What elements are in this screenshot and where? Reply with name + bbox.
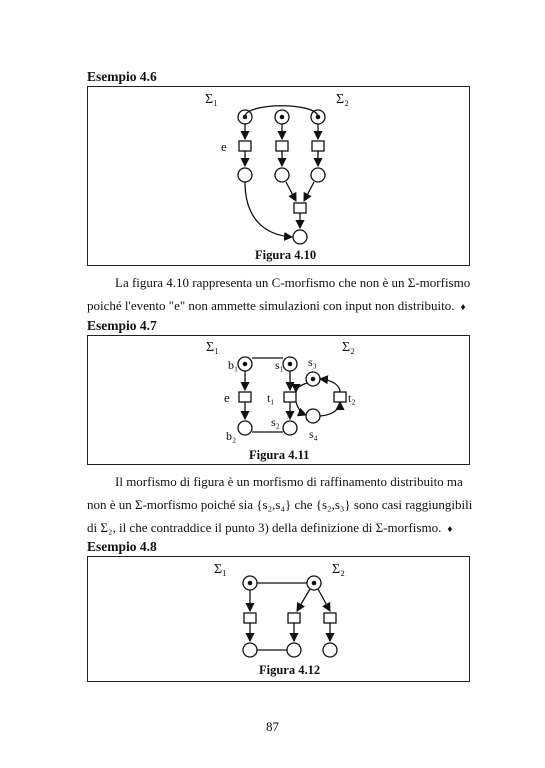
- b1-label: b₁: [228, 358, 239, 372]
- figure-4-10-frame: [87, 86, 470, 266]
- figure-4-10-diagram: [88, 87, 471, 267]
- place-m3: [323, 643, 337, 657]
- transition-join: [294, 203, 306, 213]
- example-heading-4-8: Esempio 4.8: [87, 539, 157, 554]
- transition-t2: [334, 392, 346, 402]
- figure-caption-4-10: Figura 4.10: [255, 248, 317, 262]
- transition-t3: [324, 613, 336, 623]
- paragraph-1-line-1: La figura 4.10 rappresenta un C-morfismo che non è un Σ-morfismo: [115, 275, 471, 290]
- paragraph-2-line-2: non è un Σ-morfismo poiché sia {s₂,s₄} che {s₂,s₃} sono casi raggiungibili: [87, 497, 473, 512]
- event-e-label: e: [221, 139, 227, 154]
- figure-4-12-frame: [87, 556, 470, 682]
- place-s2: [283, 421, 297, 435]
- sigma2-label: Σ₂: [342, 340, 356, 355]
- sigma1-label: Σ₁: [205, 92, 219, 107]
- end-of-example-mark: ♦: [447, 524, 453, 535]
- place-s4: [306, 409, 320, 423]
- place-m1: [238, 168, 252, 182]
- place-m3: [311, 168, 325, 182]
- paragraph-1-line-2: [87, 294, 466, 319]
- place-b2: [238, 421, 252, 435]
- transition-t2: [288, 613, 300, 623]
- event-e-label: e: [224, 390, 230, 405]
- page-number: 87: [266, 719, 279, 734]
- sigma1-label: Σ₁: [206, 340, 220, 355]
- transition-e: [239, 392, 251, 402]
- s3-label: s₃: [308, 355, 317, 369]
- t2-label: t₂: [348, 391, 356, 405]
- transition-e: [239, 141, 251, 151]
- paragraph-2-line-1: Il morfismo di figura è un morfismo di raffinamento distribuito ma: [115, 474, 463, 489]
- sigma2-label: Σ₂: [336, 92, 350, 107]
- figure-caption-4-11: Figura 4.11: [249, 448, 310, 462]
- end-of-example-mark: ♦: [460, 302, 466, 313]
- paragraph-2-line-3-text: di Σ₂, il che contraddice il punto 3) della definizione di Σ-morfismo.: [87, 520, 442, 535]
- paragraph-1-line-2-text: poiché l'evento "e" non ammette simulazioni con input non distribuito.: [87, 298, 455, 313]
- place-m1: [243, 643, 257, 657]
- transition-t1: [244, 613, 256, 623]
- figure-caption-4-12: Figura 4.12: [259, 663, 321, 677]
- place-m2: [287, 643, 301, 657]
- transition-t2: [276, 141, 288, 151]
- t1-label: t₁: [267, 391, 275, 405]
- example-heading-4-7: Esempio 4.7: [87, 318, 157, 333]
- sigma2-label: Σ₂: [332, 562, 346, 577]
- figure-4-11-diagram: [88, 336, 471, 466]
- example-heading-4-6: Esempio 4.6: [87, 69, 157, 84]
- place-m2: [275, 168, 289, 182]
- transition-t3: [312, 141, 324, 151]
- transition-t1: [284, 392, 296, 402]
- b2-label: b₂: [226, 429, 237, 443]
- s1-label: s₁: [275, 358, 284, 372]
- s4-label: s₄: [309, 427, 318, 441]
- paragraph-2-line-3: [87, 516, 452, 541]
- figure-4-11-frame: [87, 335, 470, 465]
- s2-label: s₂: [271, 415, 280, 429]
- place-bottom: [293, 230, 307, 244]
- sigma1-label: Σ₁: [214, 562, 228, 577]
